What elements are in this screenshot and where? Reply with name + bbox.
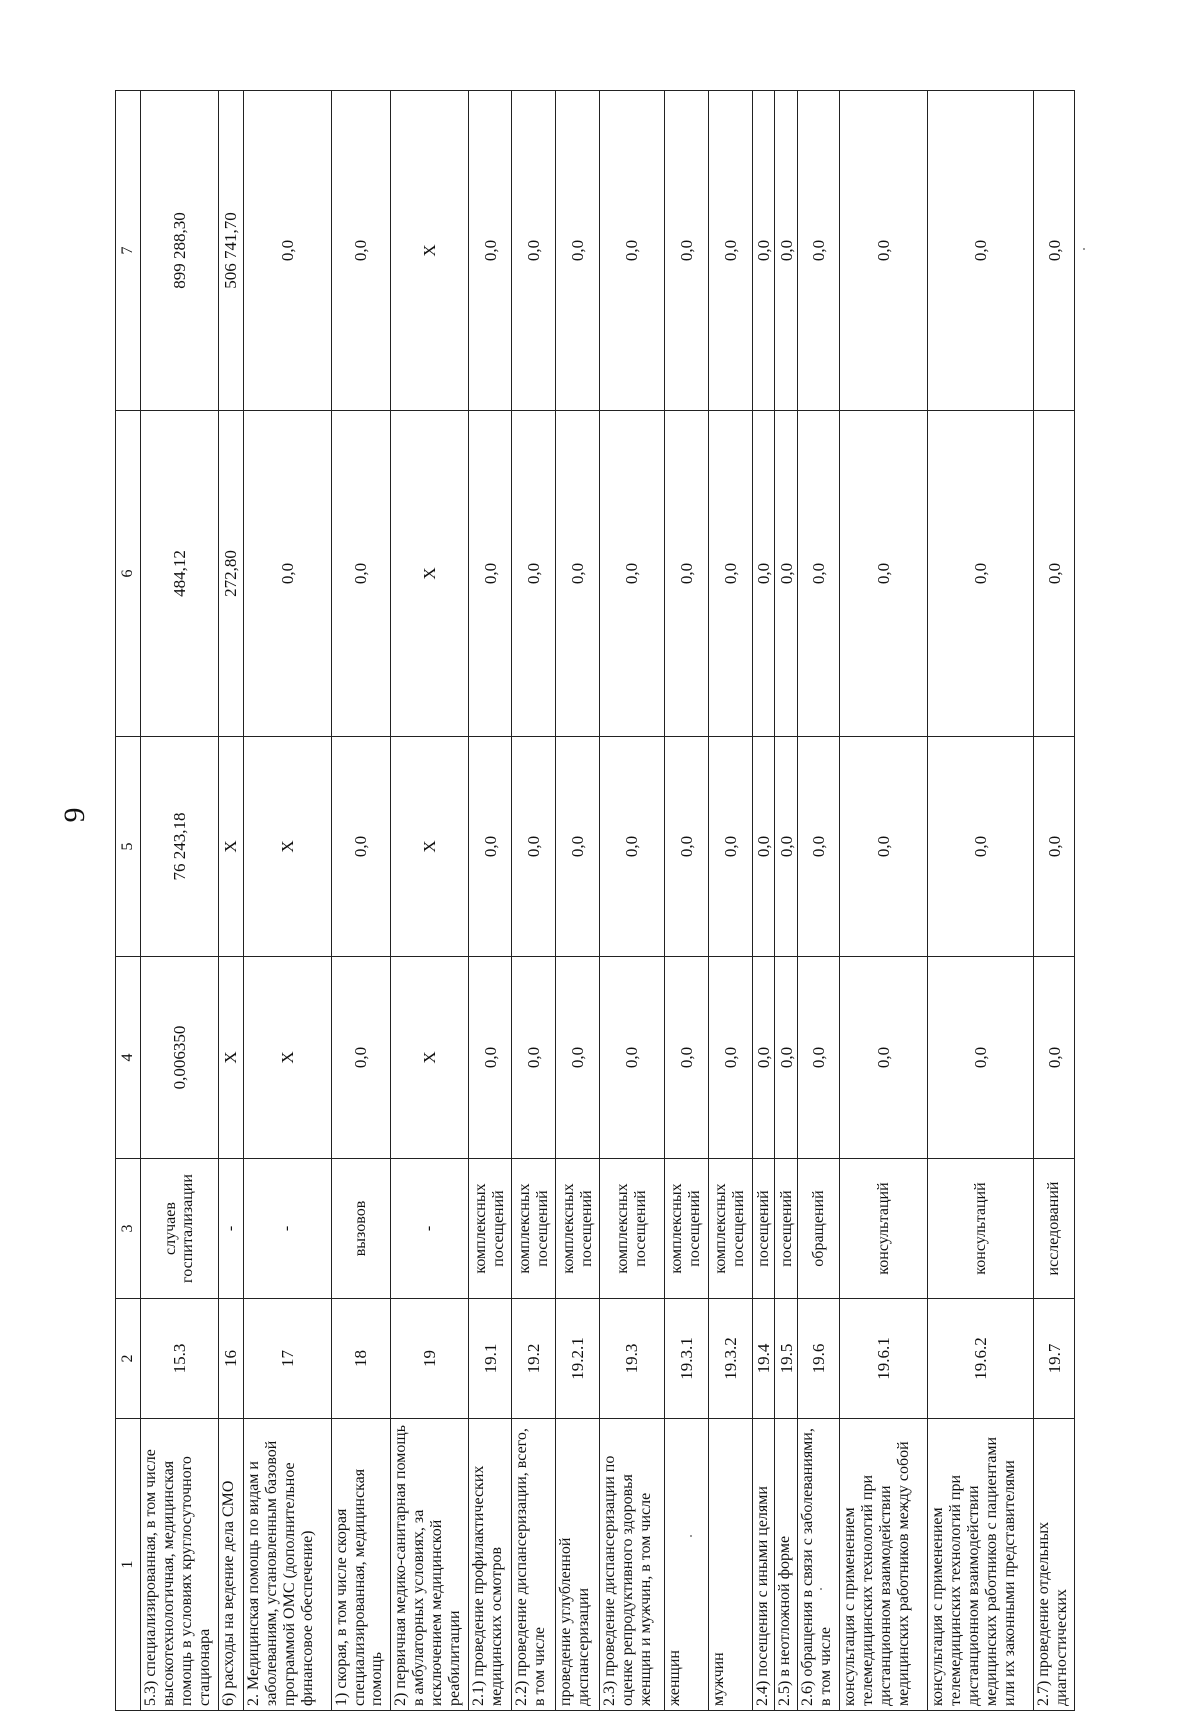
row-value-cell: 0,0 (927, 957, 1033, 1159)
row-code-cell: 16 (218, 1299, 243, 1419)
row-unit-cell: комплексных посещений (512, 1159, 556, 1299)
row-unit-cell: исследований (1034, 1159, 1075, 1299)
row-value-cell: X (218, 737, 243, 957)
row-value-cell: 0,0 (927, 737, 1033, 957)
row-code-cell: 19.2 (512, 1299, 556, 1419)
row-value-cell: 0,0 (840, 411, 928, 737)
row-name-cell: консультация с применением телемедицинских технологий при дистанционном взаимодействии медицинских работников с пациентами или их законными представителями (927, 1419, 1033, 1711)
table-row (512, 91, 556, 1711)
table-row (218, 91, 243, 1711)
row-value-cell: X (243, 737, 331, 957)
row-value-cell: 0,0 (600, 91, 665, 411)
header-row (116, 91, 141, 1711)
row-value-cell: 0,0 (512, 411, 556, 737)
row-name-cell: мужчин (708, 1419, 752, 1711)
row-value-cell: 484,12 (141, 411, 219, 737)
row-value-cell: 0,0 (664, 91, 708, 411)
row-code-cell: 19.6.1 (840, 1299, 928, 1419)
row-code-cell: 19.6 (798, 1299, 840, 1419)
row-value-cell: 0,0 (752, 91, 775, 411)
row-name-cell: 2) первичная медико-санитарная помощь в амбулаторных условиях, за исключением медицинской реабилитации (390, 1419, 468, 1711)
row-unit-cell: посещений (752, 1159, 775, 1299)
table-row (775, 91, 798, 1711)
row-value-cell: 0,0 (600, 411, 665, 737)
row-code-cell: 19 (390, 1299, 468, 1419)
header-cell: 4 (116, 957, 141, 1159)
row-value-cell: 0,0 (708, 411, 752, 737)
row-name-cell: консультация с применением телемедицинских технологий при дистанционном взаимодействии медицинских работников между собой (840, 1419, 928, 1711)
row-code-cell: 19.3.2 (708, 1299, 752, 1419)
row-name-cell: 2.5) в неотложной форме (775, 1419, 798, 1711)
row-value-cell: 0,0 (927, 411, 1033, 737)
row-value-cell: 0,0 (664, 737, 708, 957)
row-code-cell: 19.1 (468, 1299, 512, 1419)
row-value-cell: 0,0 (664, 957, 708, 1159)
row-value-cell: 0,0 (1034, 91, 1075, 411)
scan-speck (1083, 248, 1085, 250)
row-unit-cell: - (218, 1159, 243, 1299)
row-name-cell: женщин (664, 1419, 708, 1711)
table-row (243, 91, 331, 1711)
row-value-cell: 0,0 (798, 737, 840, 957)
row-value-cell: 0,0 (468, 91, 512, 411)
header-cell: 3 (116, 1159, 141, 1299)
table-row (141, 91, 219, 1711)
row-value-cell: 0,0 (798, 957, 840, 1159)
row-value-cell: 0,0 (927, 91, 1033, 411)
table-row (600, 91, 665, 1711)
row-code-cell: 17 (243, 1299, 331, 1419)
row-value-cell: X (390, 91, 468, 411)
row-code-cell: 19.3.1 (664, 1299, 708, 1419)
row-code-cell: 15.3 (141, 1299, 219, 1419)
row-code-cell: 19.5 (775, 1299, 798, 1419)
rotated-table-wrapper (115, 91, 1075, 1711)
row-name-cell: 6) расходы на ведение дела СМО (218, 1419, 243, 1711)
row-value-cell: 0,0 (556, 411, 600, 737)
row-value-cell: 0,0 (840, 957, 928, 1159)
row-name-cell: 2.3) проведение диспансеризации по оценке репродуктивного здоровья женщин и мужчин, в том числе (600, 1419, 665, 1711)
row-value-cell: 0,0 (468, 737, 512, 957)
row-unit-cell: консультаций (840, 1159, 928, 1299)
row-unit-cell: комплексных посещений (664, 1159, 708, 1299)
row-name-cell: проведение углубленной диспансеризации (556, 1419, 600, 1711)
row-code-cell: 19.6.2 (927, 1299, 1033, 1419)
table-row (798, 91, 840, 1711)
row-value-cell: 0,006350 (141, 957, 219, 1159)
row-value-cell: X (390, 411, 468, 737)
row-value-cell: 0,0 (840, 91, 928, 411)
row-value-cell: 0,0 (752, 957, 775, 1159)
row-value-cell: X (218, 957, 243, 1159)
table-row (664, 91, 708, 1711)
row-value-cell: 0,0 (1034, 957, 1075, 1159)
row-value-cell: 0,0 (798, 411, 840, 737)
row-value-cell: 0,0 (556, 91, 600, 411)
header-cell: 5 (116, 737, 141, 957)
row-unit-cell: комплексных посещений (468, 1159, 512, 1299)
row-value-cell: 0,0 (331, 411, 390, 737)
row-value-cell: 0,0 (840, 737, 928, 957)
row-value-cell: 0,0 (600, 737, 665, 957)
row-code-cell: 18 (331, 1299, 390, 1419)
page-number: 9 (58, 807, 91, 823)
row-value-cell: 272,80 (218, 411, 243, 737)
header-cell: 1 (116, 1419, 141, 1711)
row-name-cell: 2.1) проведение профилактических медицинских осмотров (468, 1419, 512, 1711)
row-value-cell: 0,0 (775, 957, 798, 1159)
table-row (556, 91, 600, 1711)
row-unit-cell: посещений (775, 1159, 798, 1299)
row-unit-cell: комплексных посещений (556, 1159, 600, 1299)
row-code-cell: 19.4 (752, 1299, 775, 1419)
row-value-cell: 0,0 (708, 737, 752, 957)
row-value-cell: 0,0 (708, 91, 752, 411)
row-code-cell: 19.3 (600, 1299, 665, 1419)
row-unit-cell: вызовов (331, 1159, 390, 1299)
row-value-cell: 0,0 (243, 411, 331, 737)
table-row (390, 91, 468, 1711)
row-value-cell: 899 288,30 (141, 91, 219, 411)
row-value-cell: 0,0 (512, 91, 556, 411)
row-value-cell: 0,0 (556, 957, 600, 1159)
table-row (752, 91, 775, 1711)
row-value-cell: 506 741,70 (218, 91, 243, 411)
row-value-cell: 0,0 (600, 957, 665, 1159)
row-name-cell: 2. Медицинская помощь по видам и заболеваниям, установленным базовой программой ОМС (дополнительное финансовое обеспечение) (243, 1419, 331, 1711)
row-value-cell: 0,0 (331, 737, 390, 957)
table-row (927, 91, 1033, 1711)
row-value-cell: X (390, 737, 468, 957)
header-cell: 6 (116, 411, 141, 737)
row-value-cell: 0,0 (512, 957, 556, 1159)
row-value-cell: 0,0 (752, 737, 775, 957)
row-unit-cell: обращений (798, 1159, 840, 1299)
row-unit-cell: комплексных посещений (708, 1159, 752, 1299)
row-value-cell: 0,0 (331, 91, 390, 411)
row-value-cell: 0,0 (775, 411, 798, 737)
row-name-cell: 2.4) посещения с иными целями (752, 1419, 775, 1711)
row-name-cell: 2.7) проведение отдельных диагностических (1034, 1419, 1075, 1711)
header-cell: 2 (116, 1299, 141, 1419)
row-value-cell: 0,0 (468, 411, 512, 737)
row-unit-cell: консультаций (927, 1159, 1033, 1299)
row-value-cell: 0,0 (468, 957, 512, 1159)
table-row (840, 91, 928, 1711)
row-name-cell: 2.6) обращения в связи с заболеваниями, в том числе (798, 1419, 840, 1711)
row-value-cell: 0,0 (1034, 411, 1075, 737)
row-code-cell: 19.7 (1034, 1299, 1075, 1419)
budget-table (115, 90, 1075, 1711)
row-unit-cell: - (390, 1159, 468, 1299)
row-value-cell: 0,0 (798, 91, 840, 411)
row-value-cell: 0,0 (331, 957, 390, 1159)
row-value-cell: 0,0 (512, 737, 556, 957)
row-value-cell: 0,0 (752, 411, 775, 737)
row-value-cell: 0,0 (708, 957, 752, 1159)
row-name-cell: 2.2) проведение диспансеризации, всего, в том числе (512, 1419, 556, 1711)
row-unit-cell: комплексных посещений (600, 1159, 665, 1299)
table-row (331, 91, 390, 1711)
table-row (1034, 91, 1075, 1711)
row-value-cell: 0,0 (556, 737, 600, 957)
row-value-cell: 0,0 (664, 411, 708, 737)
table-row (708, 91, 752, 1711)
row-value-cell: 0,0 (243, 91, 331, 411)
row-value-cell: 0,0 (1034, 737, 1075, 957)
row-unit-cell: случаев госпитализации (141, 1159, 219, 1299)
row-value-cell: 76 243,18 (141, 737, 219, 957)
header-cell: 7 (116, 91, 141, 411)
row-value-cell: X (390, 957, 468, 1159)
row-value-cell: X (243, 957, 331, 1159)
row-value-cell: 0,0 (775, 91, 798, 411)
row-name-cell: 1) скорая, в том числе скорая специализированная, медицинская помощь (331, 1419, 390, 1711)
row-value-cell: 0,0 (775, 737, 798, 957)
row-code-cell: 19.2.1 (556, 1299, 600, 1419)
table-row (468, 91, 512, 1711)
row-unit-cell: - (243, 1159, 331, 1299)
row-name-cell: 5.3) специализированная, в том числе высокотехнологичная, медицинская помощь в условиях круглосуточного стационара (141, 1419, 219, 1711)
